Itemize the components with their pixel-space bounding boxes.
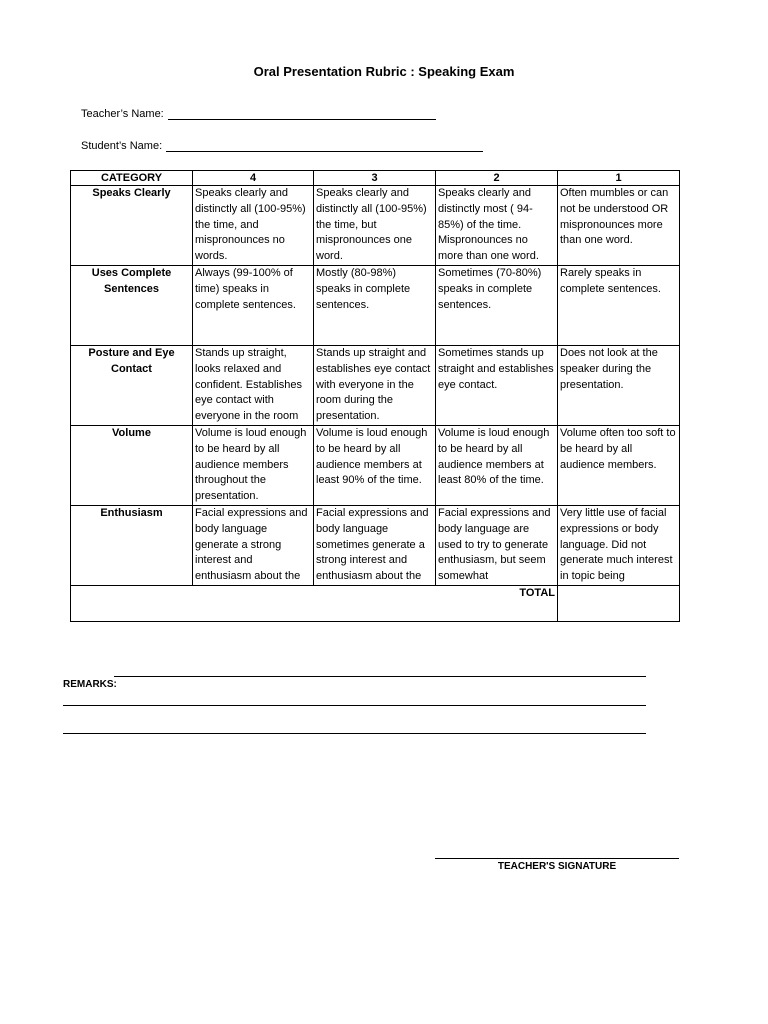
signature-line[interactable] <box>435 858 679 859</box>
rubric-cell: Stands up straight and establishes eye contact with everyone in the room during the presentation. <box>314 346 436 426</box>
rubric-cell: Volume is loud enough to be heard by all audience members at least 90% of the time. <box>314 426 436 506</box>
rubric-cell: Rarely speaks in complete sentences. <box>558 266 680 346</box>
category-cell: Speaks Clearly <box>71 186 193 266</box>
total-value-cell[interactable] <box>558 586 680 622</box>
table-row <box>71 186 680 266</box>
total-label: TOTAL <box>71 586 558 622</box>
remarks-line-3[interactable] <box>63 733 646 734</box>
rubric-cell: Always (99-100% of time) speaks in complete sentences. <box>193 266 314 346</box>
rubric-cell: Speaks clearly and distinctly all (100-95%) the time, and mispronounces no words. <box>193 186 314 266</box>
category-cell: Enthusiasm <box>71 506 193 586</box>
rubric-cell: Volume is loud enough to be heard by all audience members at least 80% of the time. <box>436 426 558 506</box>
header-row <box>71 171 680 186</box>
rubric-table <box>70 170 680 622</box>
total-row <box>71 586 680 622</box>
student-name-line[interactable] <box>166 151 483 152</box>
header-score-1: 1 <box>558 171 680 186</box>
page-title: Oral Presentation Rubric : Speaking Exam <box>253 64 515 79</box>
rubric-cell: Speaks clearly and distinctly all (100-95%) the time, but mispronounces one word. <box>314 186 436 266</box>
header-score-3: 3 <box>314 171 436 186</box>
remarks-line-2[interactable] <box>63 705 646 706</box>
table-row <box>71 266 680 346</box>
category-cell: Uses Complete Sentences <box>71 266 193 346</box>
category-cell: Posture and Eye Contact <box>71 346 193 426</box>
rubric-cell: Speaks clearly and distinctly most ( 94-85%) of the time. Mispronounces no more than one word. <box>436 186 558 266</box>
teacher-name-label: Teacher’s Name: <box>81 108 164 120</box>
header-category: CATEGORY <box>71 171 193 186</box>
category-cell: Volume <box>71 426 193 506</box>
rubric-cell: Volume often too soft to be heard by all audience members. <box>558 426 680 506</box>
header-score-4: 4 <box>193 171 314 186</box>
student-name-label: Student’s Name: <box>81 140 163 152</box>
header-score-2: 2 <box>436 171 558 186</box>
rubric-cell: Often mumbles or can not be understood OR mispronounces more than one word. <box>558 186 680 266</box>
rubric-cell: Stands up straight, looks relaxed and confident. Establishes eye contact with everyone in the room <box>193 346 314 426</box>
teacher-name-field <box>81 108 436 120</box>
rubric-cell: Facial expressions and body language sometimes generate a strong interest and enthusiasm about the <box>314 506 436 586</box>
table-row <box>71 426 680 506</box>
rubric-cell: Mostly (80-98%) speaks in complete sentences. <box>314 266 436 346</box>
remarks-label: REMARKS: <box>63 679 117 690</box>
teacher-name-line[interactable] <box>168 119 436 120</box>
table-row <box>71 506 680 586</box>
signature-label: TEACHER'S SIGNATURE <box>497 861 617 872</box>
rubric-cell: Facial expressions and body language generate a strong interest and enthusiasm about the <box>193 506 314 586</box>
remarks-line-1[interactable] <box>114 676 646 677</box>
rubric-cell: Volume is loud enough to be heard by all audience members throughout the presentation. <box>193 426 314 506</box>
table-row <box>71 346 680 426</box>
student-name-field <box>81 140 483 152</box>
rubric-cell: Facial expressions and body language are used to try to generate enthusiasm, but seem somewhat <box>436 506 558 586</box>
rubric-cell: Very little use of facial expressions or body language. Did not generate much interest in topic being <box>558 506 680 586</box>
rubric-cell: Does not look at the speaker during the presentation. <box>558 346 680 426</box>
rubric-cell: Sometimes stands up straight and establishes eye contact. <box>436 346 558 426</box>
rubric-cell: Sometimes (70-80%) speaks in complete sentences. <box>436 266 558 346</box>
